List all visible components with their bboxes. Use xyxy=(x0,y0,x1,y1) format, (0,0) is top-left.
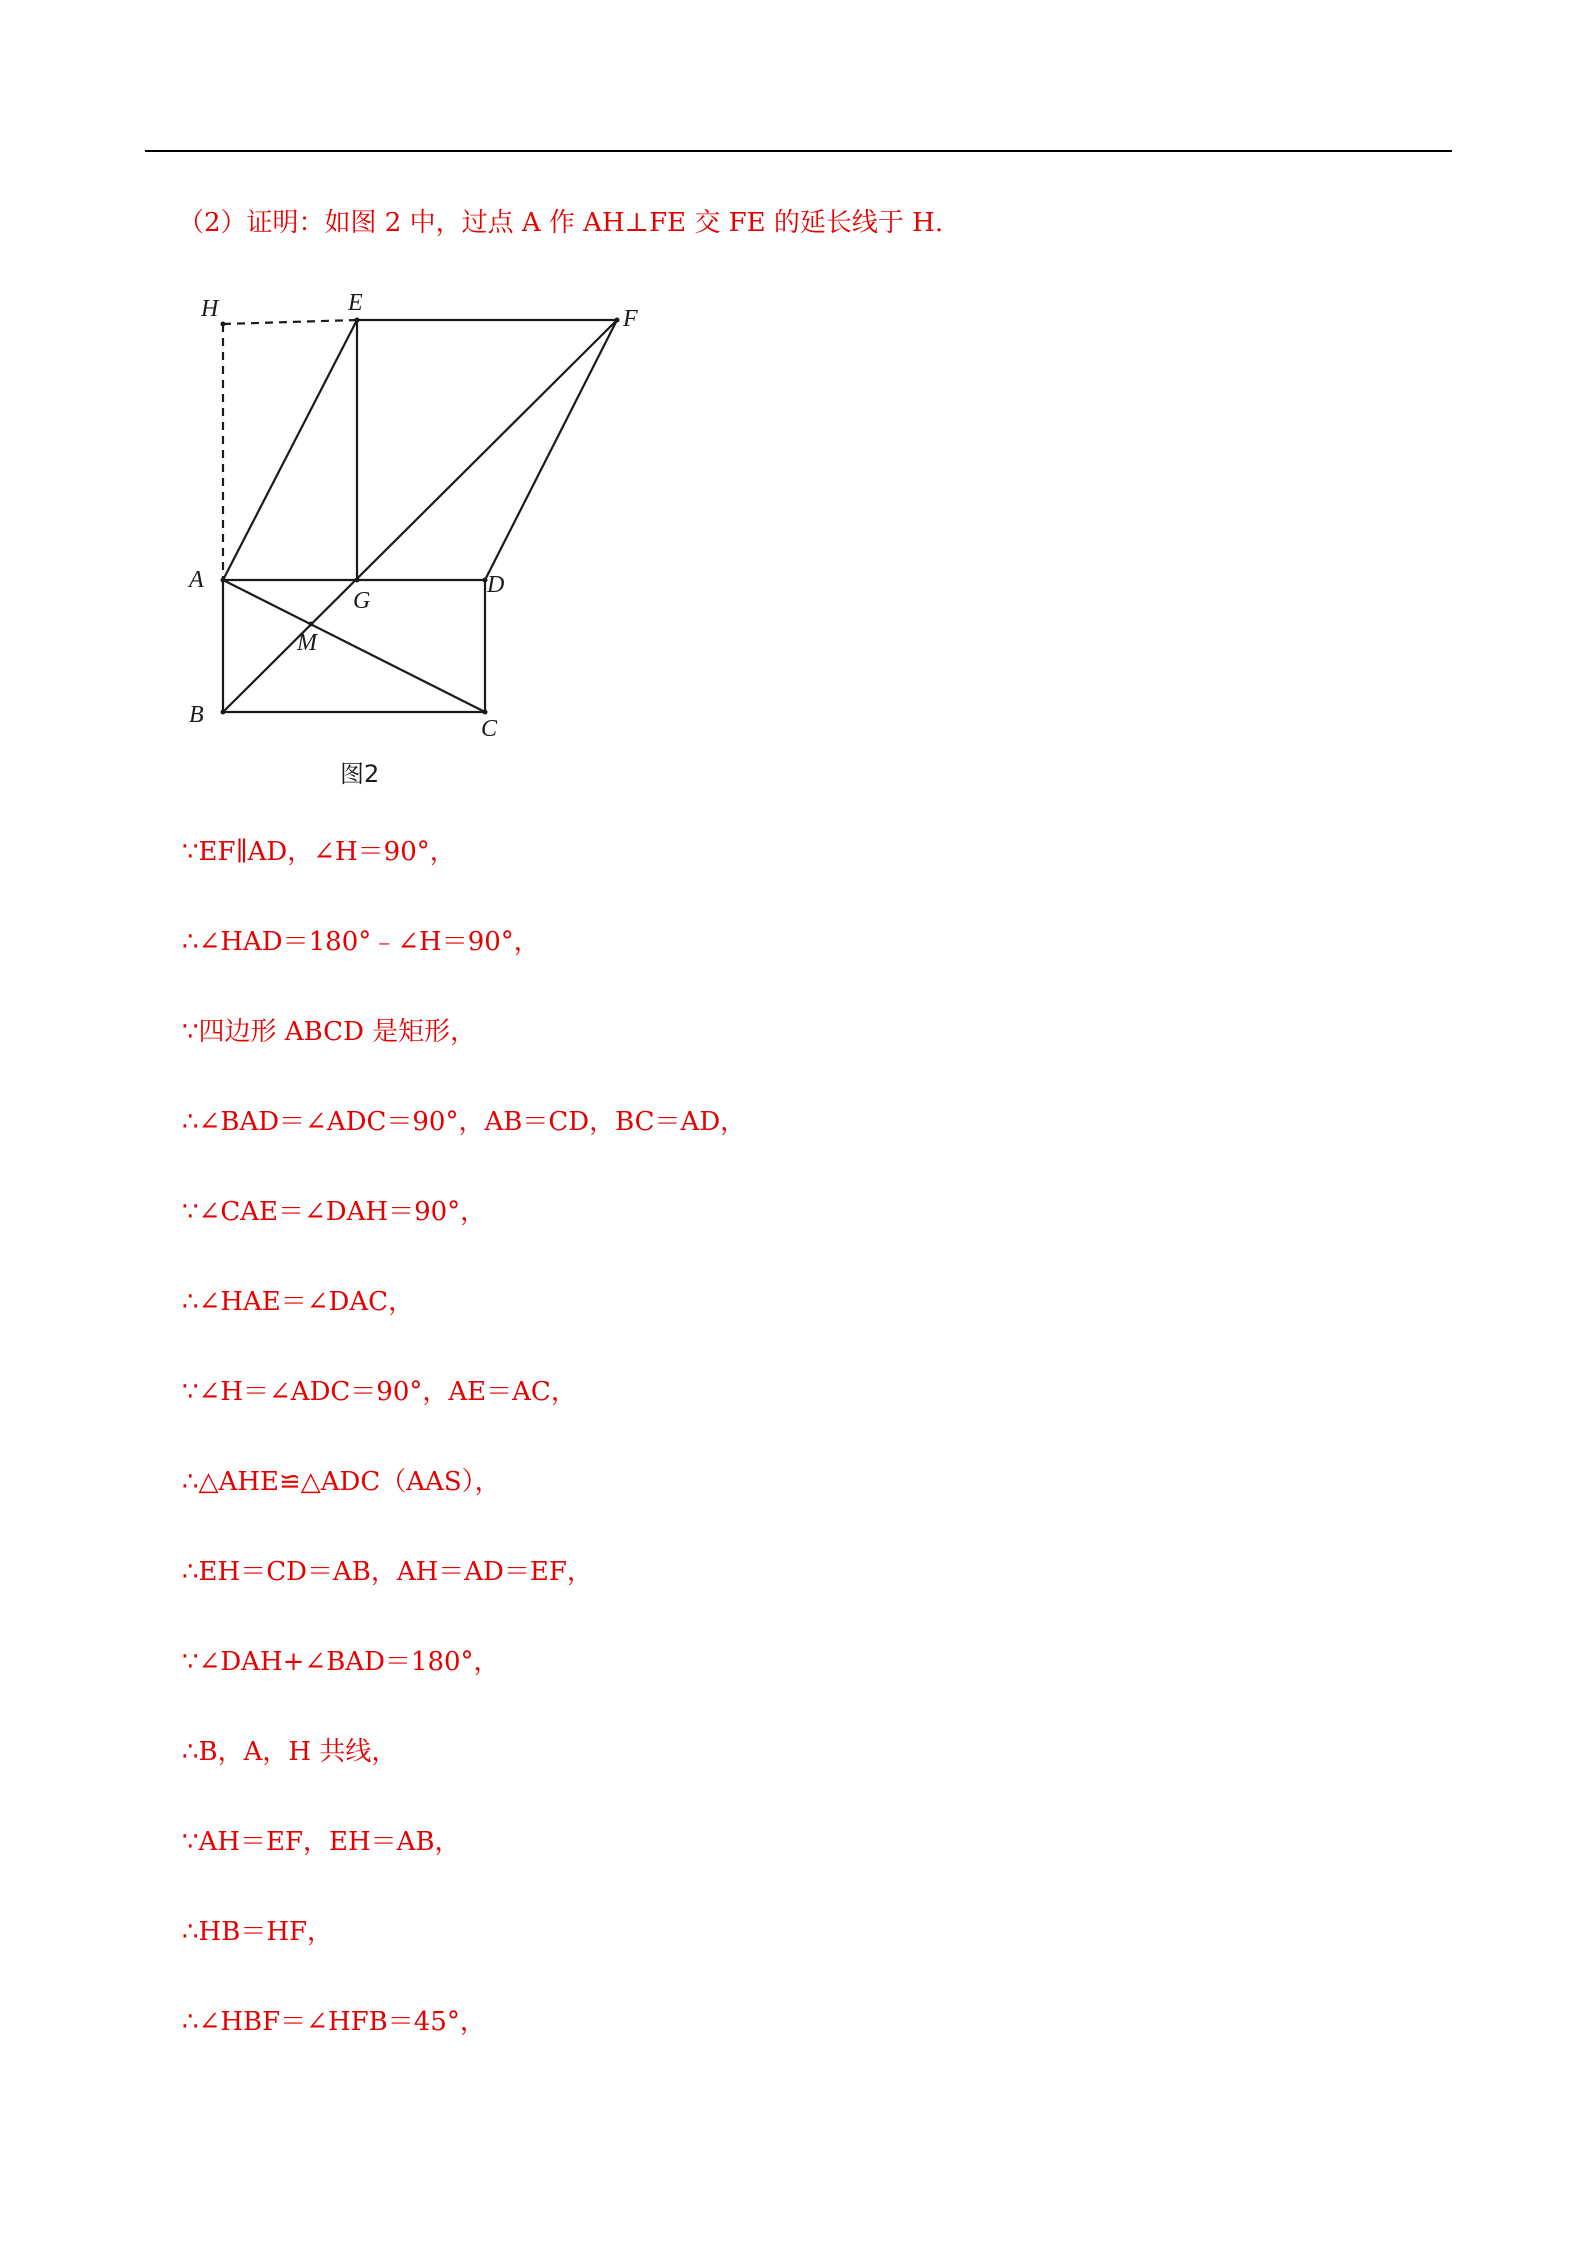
step-symbol: ∴ xyxy=(182,1287,199,1317)
step-text: ∠HAE＝∠DAC， xyxy=(198,1287,415,1317)
geometry-figure xyxy=(175,280,675,795)
label-E: E xyxy=(348,290,363,316)
step-symbol: ∴ xyxy=(182,1917,199,1947)
label-G: G xyxy=(353,588,371,614)
label-M: M xyxy=(297,630,317,656)
step-symbol: ∵ xyxy=(182,837,199,867)
point-G xyxy=(355,578,360,583)
step-text: ∠CAE＝∠DAH＝90°， xyxy=(198,1197,487,1227)
point-H xyxy=(221,322,226,327)
step-text: ∠HAD＝180°﹣∠H＝90°， xyxy=(198,927,540,957)
proof-step xyxy=(182,1734,397,1770)
step-text: B，A，H 共线， xyxy=(198,1737,398,1767)
step-text: HB＝HF， xyxy=(198,1917,334,1947)
segment-AE xyxy=(223,320,357,580)
step-symbol: ∴ xyxy=(182,927,199,957)
proof-step xyxy=(182,1554,593,1590)
step-symbol: ∴ xyxy=(182,1737,199,1767)
proof-step xyxy=(182,1464,501,1500)
proof-step xyxy=(182,1914,333,1950)
step-text: EH＝CD＝AB，AH＝AD＝EF， xyxy=(198,1557,593,1587)
point-A xyxy=(221,578,226,583)
segment-BF xyxy=(223,320,617,712)
step-symbol: ∵ xyxy=(182,1377,199,1407)
step-text: 四边形 ABCD 是矩形， xyxy=(198,1017,477,1047)
point-C xyxy=(483,710,488,715)
label-B: B xyxy=(189,702,204,728)
label-F: F xyxy=(623,306,638,332)
step-symbol: ∴ xyxy=(182,2007,199,2037)
step-text: AH＝EF，EH＝AB， xyxy=(198,1827,461,1857)
proof-step xyxy=(182,924,540,960)
point-B xyxy=(221,710,226,715)
proof-step xyxy=(182,2004,486,2040)
step-text: ∠DAH+∠BAD＝180°， xyxy=(198,1647,500,1677)
step-symbol: ∵ xyxy=(182,1017,199,1047)
segment-HE xyxy=(223,320,357,324)
proof-intro: （2）证明：如图 2 中，过点 A 作 AH⊥FE 交 FE 的延长线于 H. xyxy=(178,208,944,238)
proof-step xyxy=(182,1194,486,1230)
step-text: ∠BAD＝∠ADC＝90°，AB＝CD，BC＝AD， xyxy=(198,1107,747,1137)
step-symbol: ∴ xyxy=(182,1107,199,1137)
figure-caption: 图2 xyxy=(340,760,380,788)
step-text: ∠H＝∠ADC＝90°，AE＝AC， xyxy=(198,1377,577,1407)
proof-step xyxy=(182,834,456,870)
proof-step xyxy=(182,1824,461,1860)
step-text: ∠HBF＝∠HFB＝45°， xyxy=(198,2007,486,2037)
label-A: A xyxy=(189,567,204,593)
proof-step xyxy=(182,1014,476,1050)
figure-2-diagram xyxy=(175,280,675,750)
segment-FD xyxy=(485,320,617,580)
proof-step xyxy=(182,1104,746,1140)
point-M xyxy=(309,622,314,627)
step-symbol: ∵ xyxy=(182,1827,199,1857)
step-text: EF∥AD，∠H＝90°， xyxy=(198,837,456,867)
label-H: H xyxy=(201,296,219,322)
step-text: △AHE≌△ADC（AAS）， xyxy=(198,1467,501,1497)
proof-step xyxy=(182,1374,577,1410)
step-symbol: ∵ xyxy=(182,1197,199,1227)
label-C: C xyxy=(481,716,498,742)
label-D: D xyxy=(487,572,505,598)
point-F xyxy=(615,318,620,323)
step-symbol: ∵ xyxy=(182,1647,199,1677)
proof-step xyxy=(182,1644,500,1680)
header-rule xyxy=(145,150,1452,152)
step-symbol: ∴ xyxy=(182,1557,199,1587)
step-symbol: ∴ xyxy=(182,1467,199,1497)
point-E xyxy=(355,318,360,323)
proof-step xyxy=(182,1284,414,1320)
